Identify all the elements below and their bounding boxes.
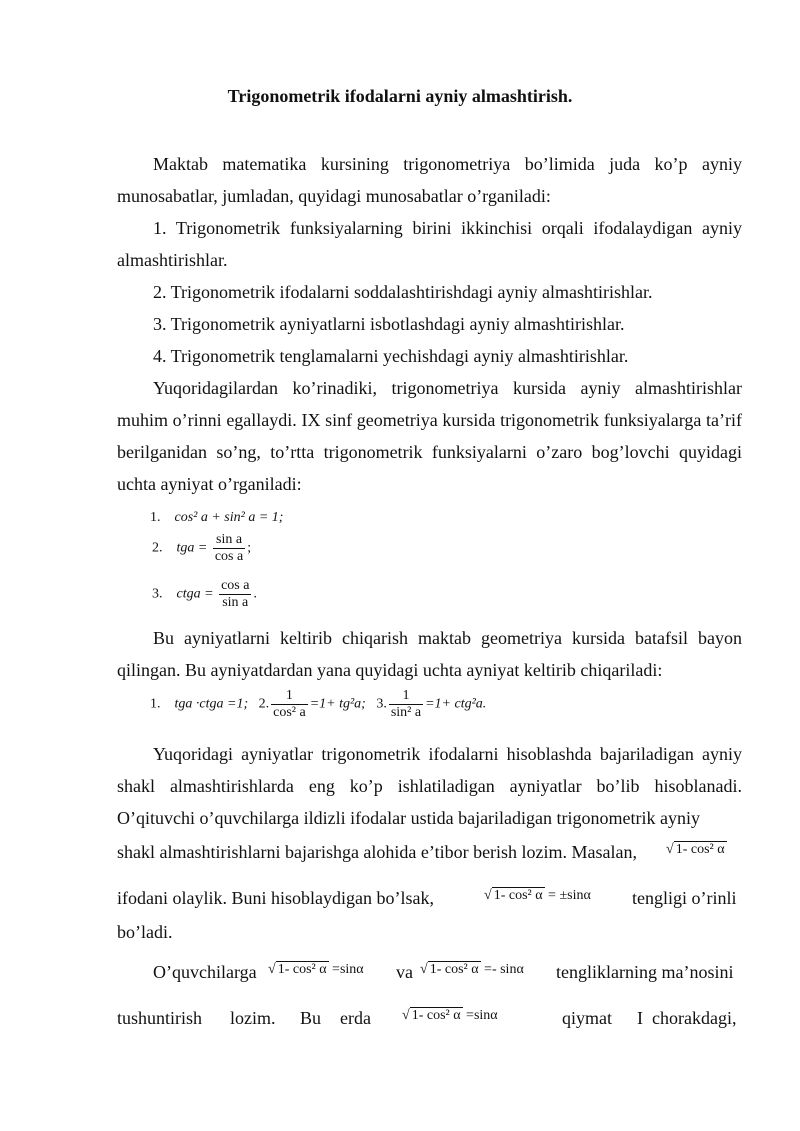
equation-rhs: =sinα — [332, 962, 364, 977]
fraction — [213, 532, 245, 565]
paragraph-2: Yuqoridagilardan ko’rinadiki, trigonometriya kursida ayniy almashtirishlar muhim o’rinni egallaydi. IX sinf geometriya kursida trigonometrik funksiyalarga ta’rif berilganidan so’ng, to’rtta trigonometrik funksiyalarni o’zaro bog’lovchi quyidagi uchta ayniyat o’rganiladi: — [117, 378, 742, 494]
sqrt-equation-pm: √ 1- cos² α = ±sinα — [484, 888, 591, 903]
identity-number: 1. — [150, 510, 161, 525]
radicand: 1- cos² α — [277, 962, 327, 977]
identity-number: 3. — [376, 696, 387, 712]
list-item-1: 1. Trigonometrik funksiyalarning birini ikkinchisi orqali ifodalaydigan ayniy almashtirishlar. — [117, 218, 742, 270]
paragraph-4-last-line: shakl almashtirishlarni bajarishga alohida e’tibor berish lozim. Masalan, — [117, 842, 638, 862]
paragraph-6-end: tengliklarning ma’nosini — [556, 962, 734, 982]
identity-number: 3. — [152, 586, 163, 602]
list-item-4: 4. Trigonometrik tenglamalarni yechishdagi ayniy almashtirishlar. — [153, 346, 629, 366]
word: tushuntirish — [117, 1008, 203, 1028]
identity-3 — [152, 578, 257, 611]
sqrt-expression: √ 1- cos² α — [666, 842, 725, 857]
paragraph-6-start: O’quvchilarga — [153, 962, 257, 982]
word: lozim. — [230, 1008, 276, 1028]
sqrt-equation-positive-2: √ 1- cos² α =sinα — [402, 1008, 498, 1023]
list-item-3: 3. Trigonometrik ayniyatlarni isbotlashdagi ayniy almashtirishlar. — [153, 314, 625, 334]
page-title: Trigonometrik ifodalarni ayniy almashtirish. — [227, 86, 573, 106]
list-item-2: 2. Trigonometrik ifodalarni soddalashtirishdagi ayniy almashtirishlar. — [153, 282, 653, 302]
equation-rhs: =sinα — [466, 1008, 498, 1023]
identity-expression: =1+ tg²a; — [309, 696, 366, 712]
identity-number: 1. — [150, 696, 161, 712]
paragraph-3: Bu ayniyatlarni keltirib chiqarish maktab geometriya kursida batafsil bayon qilingan. Bu ayniyatdardan yana quyidagi uchta ayniyat keltirib chiqariladi: — [117, 628, 742, 680]
paragraph-4: Yuqoridagi ayniyatlar trigonometrik ifodalarni hisoblashda bajariladigan ayniy shakl almashtirishlarda eng ko’p ishlatiladigan ayniyatlar bo’lib hisoblanadi. O’qituvchi o’quvchilarga ildizli ifodalar ustida bajariladigan trigonometrik ayniy — [117, 744, 742, 828]
identity-number: 2. — [152, 540, 163, 556]
paragraph-6-va: va — [396, 962, 413, 982]
intro-paragraph: Maktab matematika kursining trigonometriya bo’limida juda ko’p ayniy munosabatlar, jumladan, quyidagi munosabatlar o’rganiladi: — [117, 154, 742, 206]
fraction-denominator: cos² a — [273, 705, 306, 720]
identity-lhs: tga = — [176, 540, 208, 556]
fraction-numerator: 1 — [402, 688, 410, 703]
radicand: 1- cos² α — [429, 962, 479, 977]
identity-lhs: ctga = — [176, 586, 214, 602]
word: chorakdagi, — [652, 1008, 737, 1028]
fraction — [219, 578, 251, 611]
punct: . — [253, 586, 257, 602]
fraction-denominator: sin² a — [390, 705, 422, 720]
radicand: 1- cos² α — [411, 1008, 461, 1023]
fraction-denominator: cos a — [214, 549, 244, 564]
identity-number: 2. — [258, 696, 270, 712]
fraction — [271, 688, 308, 721]
sqrt-equation-negative: √ 1- cos² α =- sinα — [420, 962, 524, 977]
equation-rhs: = ±sinα — [548, 888, 591, 903]
fraction-numerator: cos a — [221, 578, 250, 593]
paragraph-5-start: ifodani olaylik. Buni hisoblaydigan bo’lsak, — [117, 888, 434, 908]
fraction-numerator: 1 — [285, 688, 293, 703]
identity-expression: tga ·ctga =1; — [174, 696, 249, 712]
fraction-denominator: sin a — [219, 594, 251, 611]
punct: ; — [247, 540, 252, 556]
derived-identities — [150, 688, 486, 721]
fraction — [389, 688, 423, 721]
radicand: 1- cos² α — [493, 888, 543, 903]
word: I — [637, 1008, 643, 1028]
radicand: 1- cos² α — [675, 842, 725, 857]
word: Bu — [300, 1008, 322, 1028]
identity-2 — [152, 532, 251, 565]
sqrt-equation-positive: √ 1- cos² α =sinα — [268, 962, 364, 977]
equation-rhs: =- sinα — [484, 962, 524, 977]
word: erda — [340, 1008, 371, 1028]
word: qiymat — [562, 1008, 612, 1028]
paragraph-5-mid: tengligi o’rinli — [632, 888, 737, 908]
fraction-numerator: sin a — [216, 532, 243, 547]
paragraph-5-end: bo’ladi. — [117, 922, 173, 942]
identity-expression: =1+ ctg²a. — [425, 696, 487, 712]
identity-expression: cos² a + sin² a = 1; — [174, 510, 284, 525]
identity-1 — [150, 510, 283, 526]
